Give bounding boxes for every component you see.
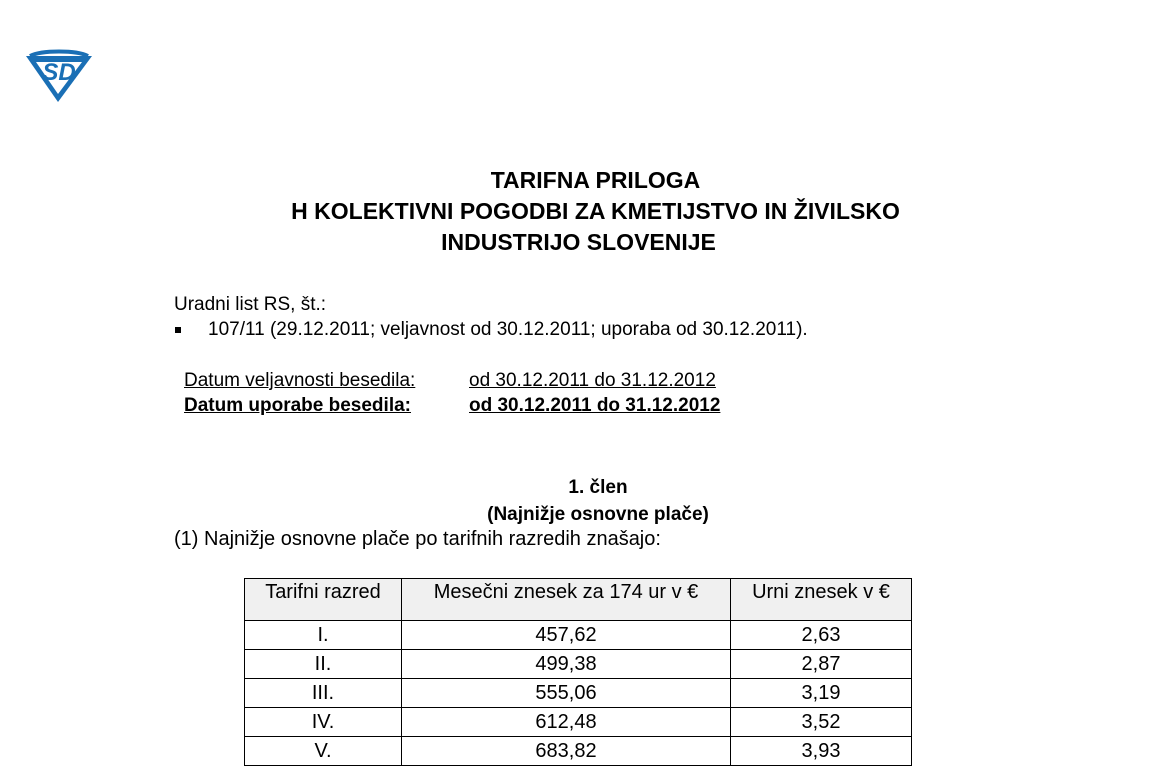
article-heading: [460, 474, 736, 528]
tariff-class-cell: IV.: [245, 708, 402, 737]
hourly-amount-cell: 3,19: [731, 679, 912, 708]
tariff-class-cell: I.: [245, 621, 402, 650]
use-value: od 30.12.2011 do 31.12.2012: [469, 395, 721, 416]
table-row: [245, 737, 912, 766]
validity-value: od 30.12.2011 do 31.12.2012: [469, 370, 716, 391]
wage-table: [244, 578, 912, 766]
monthly-amount-cell: 683,82: [402, 737, 731, 766]
hourly-amount-cell: 3,93: [731, 737, 912, 766]
use-date-row: [184, 393, 720, 418]
monthly-amount-cell: 612,48: [402, 708, 731, 737]
header-hourly-amount: Urni znesek v €: [731, 579, 912, 621]
tariff-class-cell: III.: [245, 679, 402, 708]
tariff-class-cell: II.: [245, 650, 402, 679]
use-label: Datum uporabe besedila:: [184, 395, 411, 416]
article-intro: (1) Najnižje osnovne plače po tarifnih razredih znašajo:: [174, 528, 661, 550]
header-tariff-class: Tarifni razred: [245, 579, 402, 621]
table-row: [245, 650, 912, 679]
header-monthly-amount: Mesečni znesek za 174 ur v €: [402, 579, 731, 621]
text-dates: [184, 368, 720, 418]
gazette-entry-text: 107/11 (29.12.2011; veljavnost od 30.12.2011; uporaba od 30.12.2011).: [208, 319, 808, 340]
gazette-reference: [174, 292, 808, 342]
gazette-entry: [174, 317, 808, 342]
monthly-amount-cell: 555,06: [402, 679, 731, 708]
table-row: [245, 708, 912, 737]
table-row: [245, 621, 912, 650]
sd-logo: [22, 48, 96, 104]
svg-text:SD: SD: [42, 59, 76, 86]
document-title: [0, 165, 1157, 258]
hourly-amount-cell: 2,87: [731, 650, 912, 679]
monthly-amount-cell: 457,62: [402, 621, 731, 650]
table-row: [245, 679, 912, 708]
validity-date-row: [184, 368, 720, 393]
monthly-amount-cell: 499,38: [402, 650, 731, 679]
tariff-class-cell: V.: [245, 737, 402, 766]
title-line-2: H KOLEKTIVNI POGODBI ZA KMETIJSTVO IN ŽIVILSKO: [291, 198, 900, 224]
hourly-amount-cell: 2,63: [731, 621, 912, 650]
title-line-1: TARIFNA PRILOGA: [490, 167, 701, 193]
gazette-label: Uradni list RS, št.:: [174, 294, 327, 315]
table-header-row: [245, 579, 912, 621]
hourly-amount-cell: 3,52: [731, 708, 912, 737]
article-title: (Najnižje osnovne plače): [487, 504, 709, 525]
validity-label: Datum veljavnosti besedila:: [184, 370, 416, 391]
bullet-icon: [175, 327, 181, 333]
title-line-3: INDUSTRIJO SLOVENIJE: [441, 229, 716, 255]
article-number: 1. člen: [568, 477, 628, 498]
